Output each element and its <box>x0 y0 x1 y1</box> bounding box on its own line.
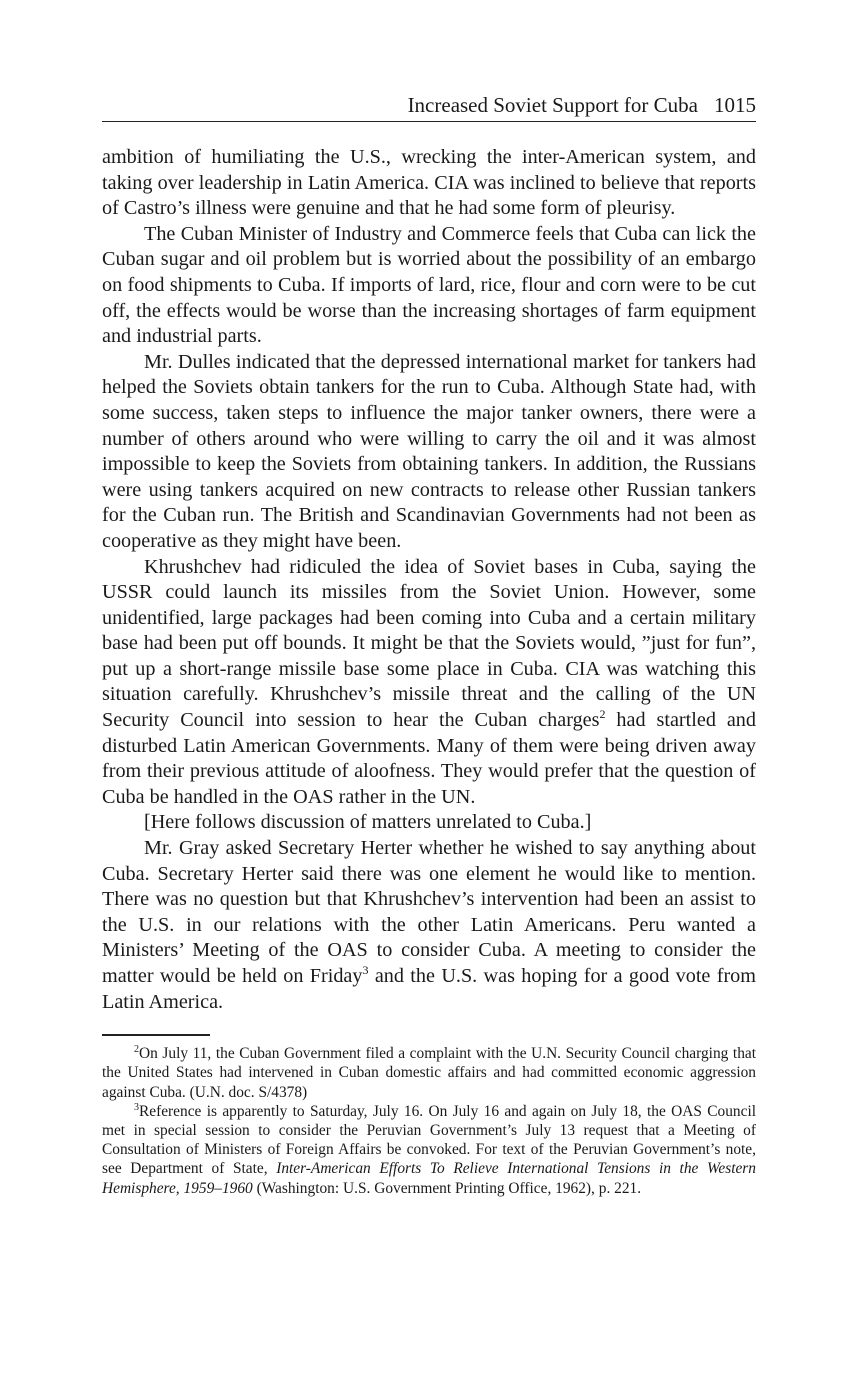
paragraph-text: Mr. Gray asked Secretary Herter whether he wished to say anything about Cuba. Secretary Herter said there was one element he would like to mention. There was no question but that Khrushchev’s intervention had been an assist to the U.S. in our relations with the other Latin Americans. Peru wanted a Ministers’ Meeting of the OAS to consider Cuba. A meeting to consider the matter would be held on Friday <box>102 837 756 987</box>
footnote <box>102 1044 756 1102</box>
body-text <box>102 145 756 1015</box>
paragraph: The Cuban Minister of Industry and Commerce feels that Cuba can lick the Cuban sugar and oil problem but is worried about the possibility of an embargo on food shipments to Cuba. If imports of lard, rice, flour and corn were to be cut off, the effects would be worse than the increasing shortages of farm equipment and industrial parts. <box>102 222 756 348</box>
footnote-reference[interactable]: 3 <box>362 963 369 977</box>
paragraph <box>102 555 756 811</box>
footnote-text: On July 11, the Cuban Government filed a complaint with the U.N. Security Council charging that the United States had intervened in Cuban domestic affairs and had committed economic aggression against Cuba. (U.N. doc. S/4378) <box>102 1045 756 1101</box>
paragraph <box>102 836 756 1015</box>
footnote-reference[interactable]: 2 <box>599 707 606 722</box>
paragraph: ambition of humiliating the U.S., wrecking the inter-American system, and taking over leadership in Latin America. CIA was inclined to believe that reports of Castro’s illness were genuine and that he had some form of pleurisy. <box>102 146 756 220</box>
paragraph-text: had startled and disturbed Latin American Governments. Many of them were being driven away from their previous attitude of aloofness. They would prefer that the question of Cuba be handled in the OAS rather in the UN. <box>102 709 756 808</box>
document-page <box>102 92 756 1198</box>
paragraph-text: and the U.S. was hoping for a good vote from Latin America. <box>102 965 756 1013</box>
paragraph: [Here follows discussion of matters unrelated to Cuba.] <box>144 811 592 834</box>
footnote <box>102 1102 756 1198</box>
paragraph: Mr. Dulles indicated that the depressed international market for tankers had helped the Soviets obtain tankers for the run to Cuba. Although State had, with some success, taken steps to influence the major tanker owners, there were a number of others around who were willing to carry the oil and it was almost impossible to keep the Soviets from obtaining tankers. In addition, the Russians were using tankers acquired on new contracts to release other Russian tankers for the Cuban run. The British and Scandinavian Governments had not been as cooperative as they might have been. <box>102 350 756 552</box>
footnote-marker: 3 <box>134 1101 139 1113</box>
footnote-marker: 2 <box>134 1044 139 1056</box>
publication-title: Inter-American Efforts To Relieve International Tensions in the Western Hemisphere, 1959–1960 <box>102 1160 756 1197</box>
running-header <box>102 92 756 122</box>
page-number: 1015 <box>714 93 756 117</box>
footnotes <box>102 1044 756 1198</box>
footnote-text: Reference is apparently to Saturday, July 16. On July 16 and again on July 18, the OAS Council met in special session to consider the Peruvian Government’s July 13 request that a Meeting of Consultation of Ministers of Foreign Affairs be convoked. For text of the Peruvian Government’s note, see Department of State, <box>102 1102 756 1178</box>
footnote-text: (Washington: U.S. Government Printing Office, 1962), p. 221. <box>252 1179 642 1197</box>
paragraph-text: Khrushchev had ridiculed the idea of Soviet bases in Cuba, saying the USSR could launch its missiles from the Soviet Union. However, some unidentified, large packages had been coming into Cuba and a certain military base had been put off bounds. It might be that the Soviets would, ”just for fun”, put up a short-range missile base some place in Cuba. CIA was watching this situation carefully. Khrushchev’s missile threat and the calling of the UN Security Council into session to hear the Cuban charges <box>102 555 756 732</box>
footnote-divider <box>102 1034 210 1036</box>
running-title: Increased Soviet Support for Cuba <box>407 93 698 117</box>
